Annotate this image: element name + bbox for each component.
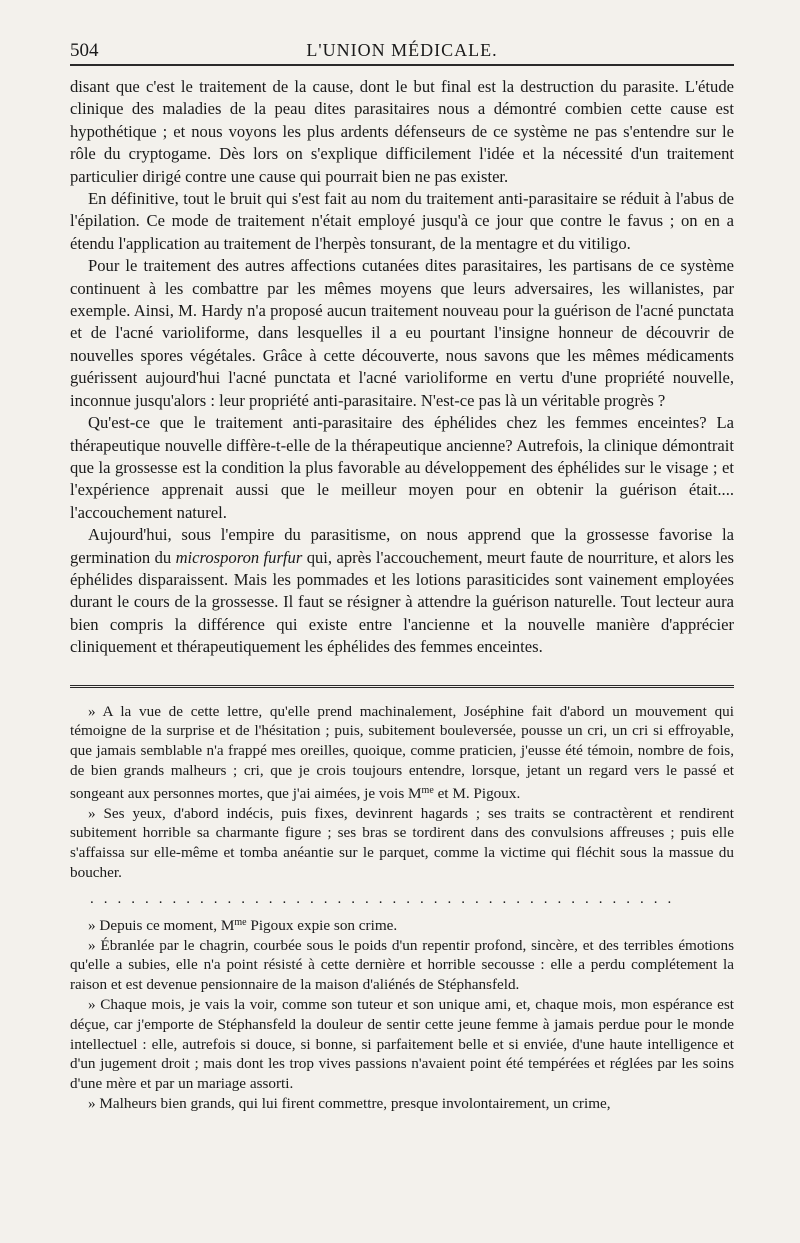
paragraph-5-text-after: qui, après l'accouchement, meurt faute de nourriture, et alors les éphélides disparaissent. Mais les pommades et les lotions parasiticides sont vainement employées durant le cours de la grossesse. Il faut se résigner à attendre la guérison naturelle. Tout lecteur aura bien compris la différence qui existe entre l'ancienne et la nouvelle manière d'apprécier cliniquement et thérapeutiquement les éphélides des femmes enceintes. xyxy=(70,547,734,657)
feuilleton-body xyxy=(70,702,734,1114)
feuilleton-1-text-end: et M. Pigoux. xyxy=(433,784,521,802)
feuilleton-3-superscript: me xyxy=(234,916,247,928)
feuilleton-1-text: » A la vue de cette lettre, qu'elle prend machinalement, Joséphine fait d'abord un mouvement qui témoigne de la surprise et de l'hésitation ; puis, subitement bouleversée, pousse un cri, un cri si effroyable, que jamais semblable n'a frappé mes oreilles, quoique, comme praticien, j'eusse été témoin, nombre de fois, de bien grands malheurs ; cri, que je crois toujours entendre, lorsque, jetant un regard vers le passé et songeant aux personnes mortes, que j'ai aimées, je vois M xyxy=(70,702,734,802)
feuilleton-paragraph-1 xyxy=(70,702,734,804)
feuilleton-3-text: » Depuis ce moment, M xyxy=(88,916,235,934)
article-paragraph-3: Pour le traitement des autres affections cutanées dites parasitaires, les partisans de ce système continuent à les combattre par les mêmes moyens que leurs adversaires, les willanistes, par exemple. Ainsi, M. Hardy n'a proposé aucun traitement nouveau pour la guérison de l'acné punctata et de l'acné varioliforme, dans lesquelles il a eu pourtant l'insigne honneur de découvrir de nouvelles spores végétales. Grâce à cette découverte, nous savons que les mêmes médicaments guérissent aujourd'hui l'acné punctata et l'acné varioliforme en vertu d'une propriété nouvelle, inconnue jusqu'alors : leur propriété anti-parasitaire. N'est-ce pas là un véritable progrès ? xyxy=(70,256,734,410)
feuilleton-separator-rule xyxy=(70,685,734,692)
article-body xyxy=(70,76,734,659)
feuilleton-3-text-end: Pigoux expie son crime. xyxy=(246,916,398,934)
article-paragraph-1: disant que c'est le traitement de la cause, dont le but final est la destruction du parasite. L'étude clinique des maladies de la peau dites parasitaires nous a démontré combien cette cause est hypothétique ; et nous voyons les plus ardents défenseurs de ce système ne pas s'entendre sur le rôle du cryptogame. Dès lors on s'explique difficilement l'idée et la nécessité d'un traitement particulier dirigé contre une cause qui pourrait bien ne pas exister. xyxy=(70,77,734,186)
page-header xyxy=(70,30,734,66)
feuilleton-paragraph-4: » Ébranlée par le chagrin, courbée sous le poids d'un repentir profond, sincère, et des terribles émotions qu'elle a subies, elle n'a point résisté à cette dernière et horrible secousse : elle a perdu complétement la raison et est devenue pensionnaire de la maison d'aliénés de Stéphansfeld. xyxy=(70,936,734,994)
feuilleton-paragraph-6: » Malheurs bien grands, qui lui firent commettre, presque involontairement, un crime, xyxy=(88,1094,611,1112)
feuilleton-paragraph-3 xyxy=(70,913,734,936)
paragraph-5-italic-term: microsporon furfur xyxy=(175,547,303,567)
feuilleton-1-superscript: me xyxy=(421,784,434,796)
feuilleton-paragraph-5: » Chaque mois, je vais la voir, comme son tuteur et son unique ami, et, chaque mois, mon espérance est déçue, car j'emporte de Stéphansfeld la douleur de sentir cette jeune femme à jamais perdue pour le monde intellectuel : elle, autrefois si douce, si bonne, si parfaitement belle et si enviée, d'une haute intelligence et d'un jugement droit ; mais dont les trop vives passions n'avaient point été tempérées et réglées par les soins d'une mère et par un mariage assorti. xyxy=(70,995,734,1093)
feuilleton-paragraph-2: » Ses yeux, d'abord indécis, puis fixes, devinrent hagards ; ses traits se contractèrent et rendirent subitement horrible sa charmante figure ; ses bras se tordirent dans des convulsions affreuses ; puis elle s'affaissa sur elle-même et tomba anéantie sur le parquet, comme la victime qui fléchit sous la massue du boucher. xyxy=(70,804,734,881)
article-paragraph-2: En définitive, tout le bruit qui s'est fait au nom du traitement anti-parasitaire se réduit à l'abus de l'épilation. Ce mode de traitement n'était employé jusqu'à ce jour que contre le favus ; on en a étendu l'application au traitement de l'herpès tonsurant, de la mentagre et du vitiligo. xyxy=(70,189,734,253)
running-title: L'UNION MÉDICALE. xyxy=(306,40,498,60)
ellipsis-dots-line: ........................................... xyxy=(90,890,682,907)
page-number: 504 xyxy=(70,40,99,61)
article-paragraph-5 xyxy=(70,524,734,658)
article-paragraph-4: Qu'est-ce que le traitement anti-parasitaire des éphélides chez les femmes enceintes? La thérapeutique nouvelle diffère-t-elle de la thérapeutique ancienne? Autrefois, la clinique démontrait que la grossesse est la condition la plus favorable au développement des éphélides sur le visage ; et l'expérience apprenait aussi que le meilleur moyen pour en obtenir la guérison était.... l'accouchement naturel. xyxy=(70,413,734,522)
paragraph-5-text-before: Aujourd'hui, sous l'empire du parasitisme, on nous apprend que la grossesse favorise la germination du xyxy=(70,525,734,567)
